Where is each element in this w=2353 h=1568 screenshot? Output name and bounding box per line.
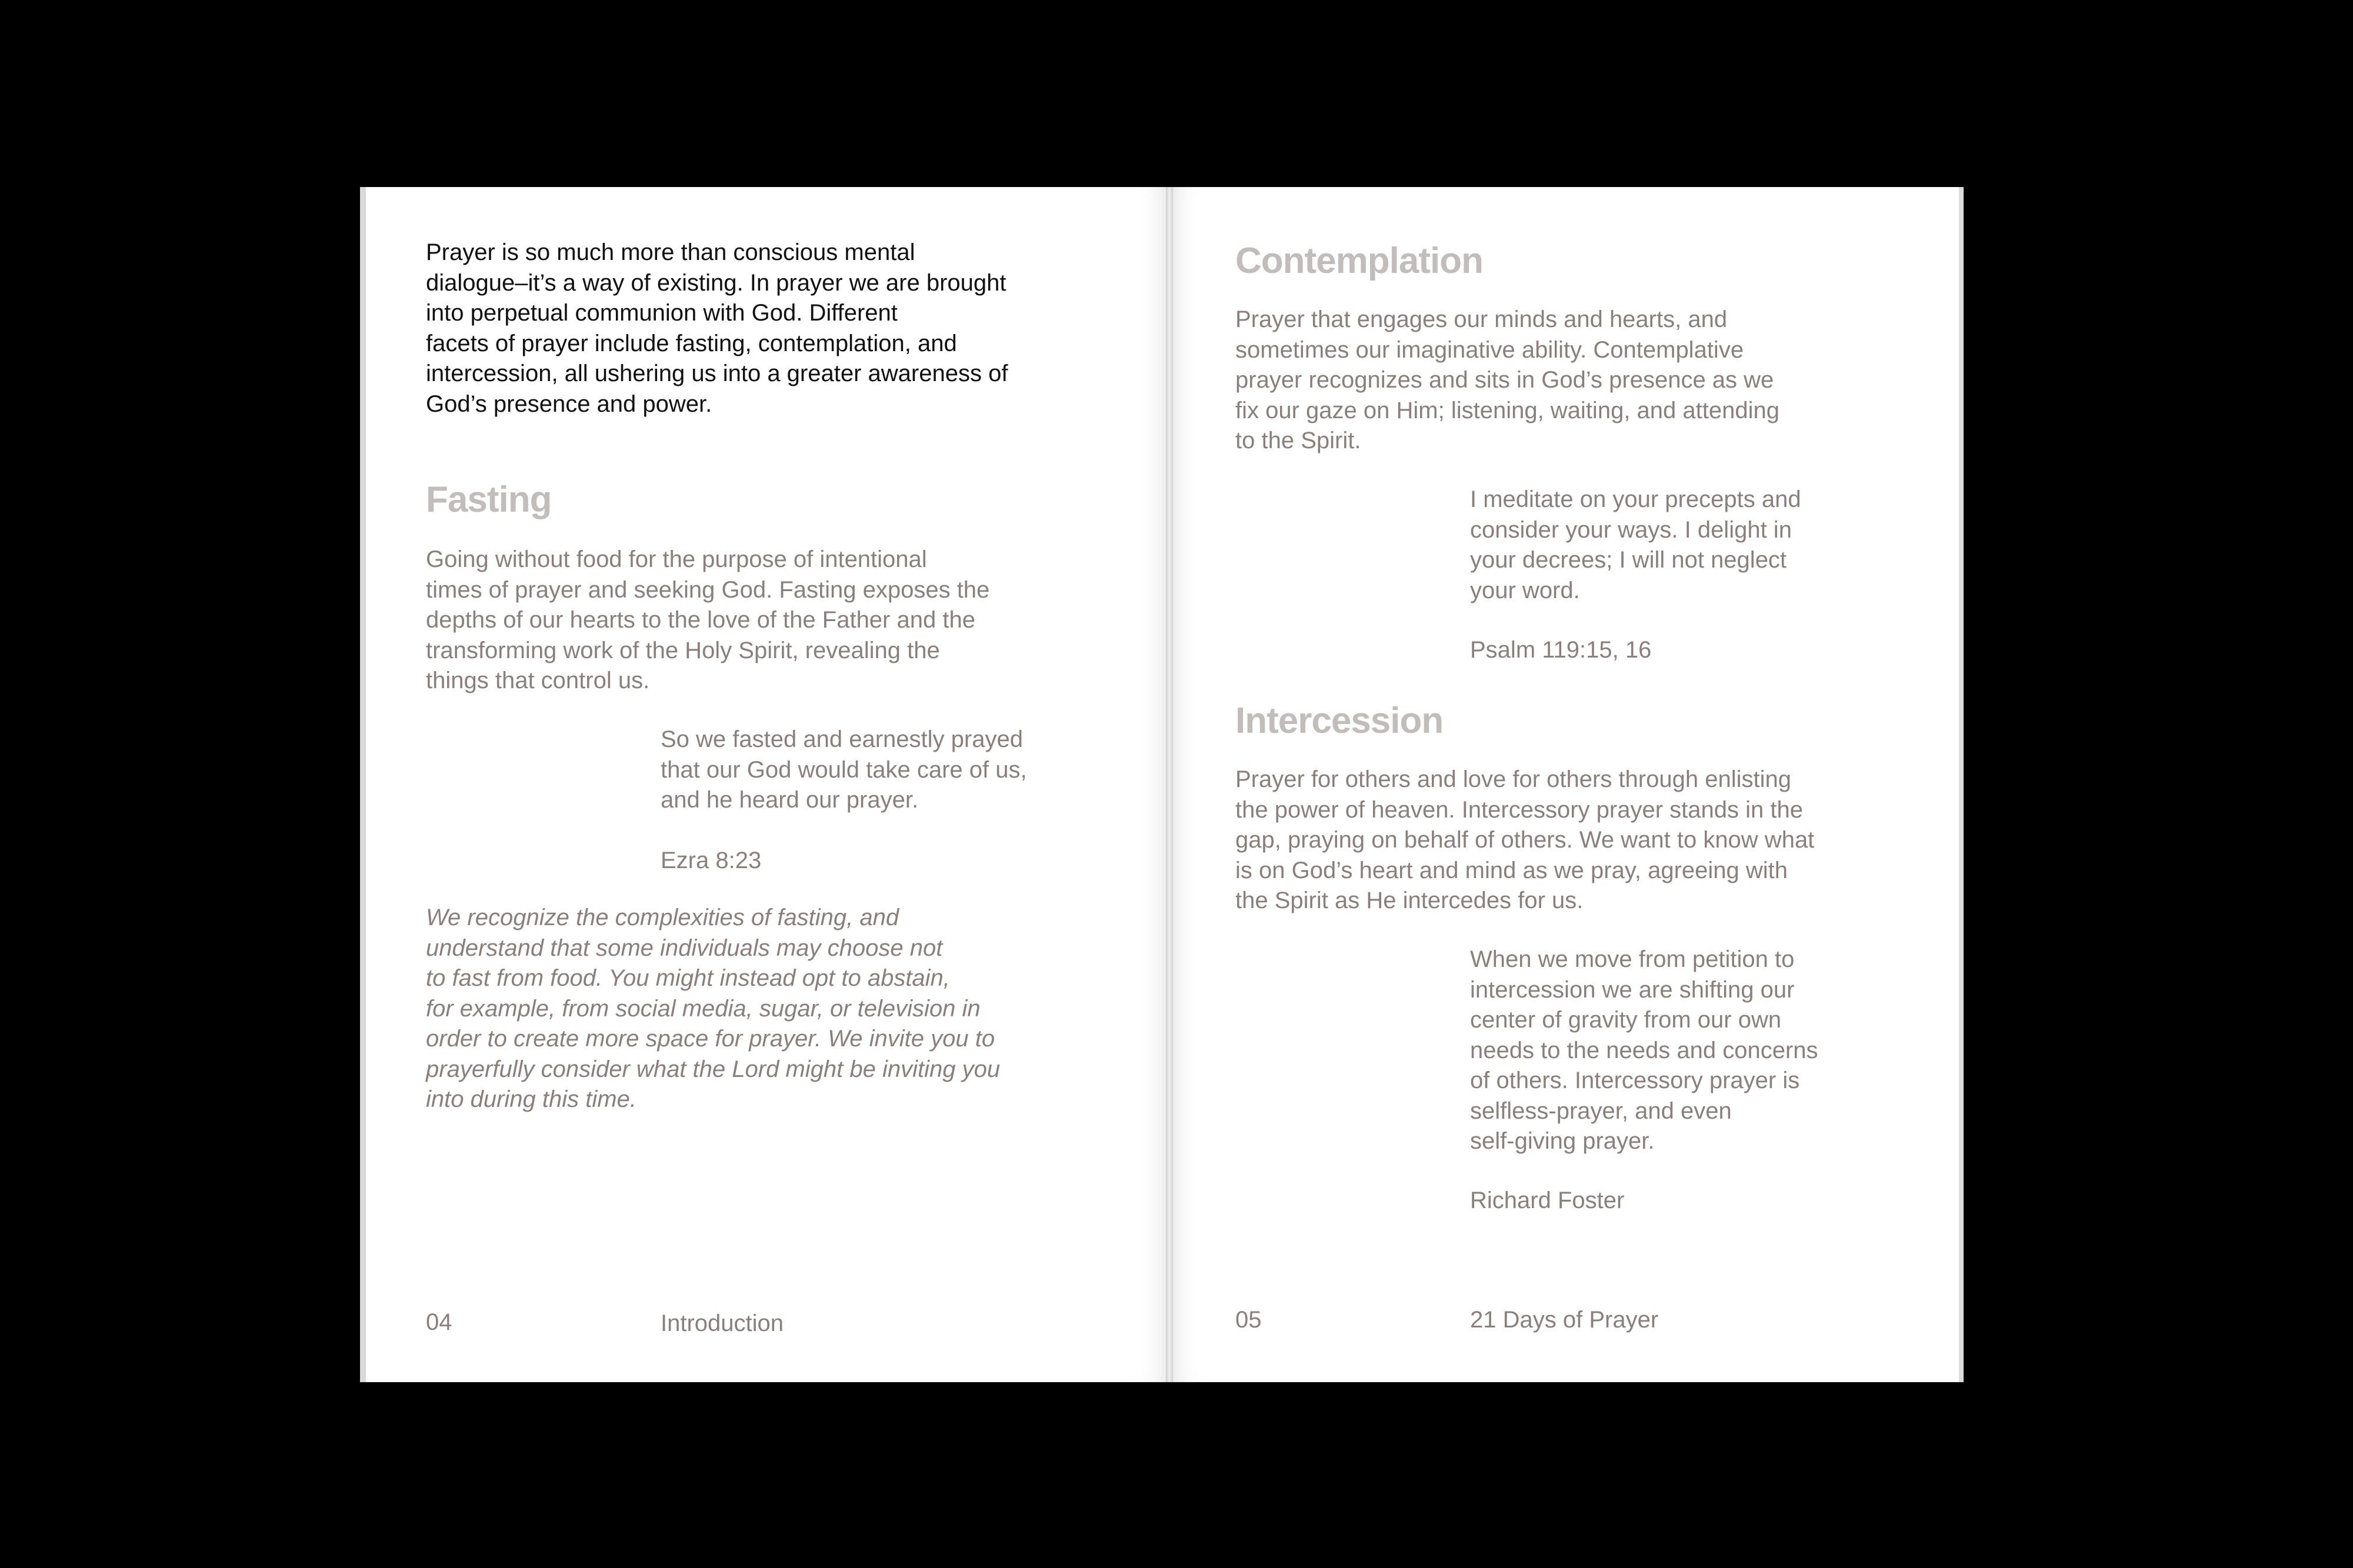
booklet-spread [360,187,1964,1382]
fasting-heading: Fasting [426,479,552,520]
intercession-body: Prayer for others and love for others through enlisting the power of heaven. Intercessory prayer stands in the gap, praying on behalf of others. We want to know what is on God’s heart and mind as we pray, agreeing with the Spirit as He intercedes for us. [1235,766,1815,913]
intercession-quote: When we move from petition to intercession we are shifting our center of gravity from our own needs to the needs and concerns of others. Intercessory prayer is selfless-prayer, and even self-giving prayer. [1470,946,1818,1154]
intro-paragraph: Prayer is so much more than conscious mental dialogue–it’s a way of existing. In prayer we are brought into perpetual communion with God. Different facets of prayer include fasting, contemplation, and intercession, all ushering us into a greater awareness of God’s presence and power. [426,239,1008,417]
left-section-label: Introduction [661,1310,784,1336]
fasting-scripture-quote: So we fasted and earnestly prayed that our God would take care of us, and he heard our prayer. [661,726,1027,813]
fasting-body: Going without food for the purpose of intentional times of prayer and seeking God. Fasting exposes the depths of our hearts to the love of the Father and the transforming work of the Holy Spirit, revealing the things that control us. [426,546,990,693]
intercession-heading: Intercession [1235,700,1444,741]
fasting-note: We recognize the complexities of fasting, and understand that some individuals may choose not to fast from food. You might instead opt to abstain, for example, from social media, sugar, or television in order to create more space for prayer. We invite you to prayerfully consider what the Lord might be inviting you into during this time. [426,905,1001,1112]
contemplation-scripture-quote: I meditate on your precepts and consider your ways. I delight in your decrees; I will not neglect your word. [1470,486,1801,603]
contemplation-heading: Contemplation [1235,241,1483,281]
contemplation-scripture-reference: Psalm 119:15, 16 [1470,637,1652,663]
contemplation-body: Prayer that engages our minds and hearts, and sometimes our imaginative ability. Contemplative prayer recognizes and sits in God’s presence as we fix our gaze on Him; listening, waiting, and attending to the Spirit. [1235,306,1779,453]
right-section-label: 21 Days of Prayer [1470,1307,1659,1333]
left-page-number: 04 [426,1309,452,1335]
right-page-number: 05 [1235,1307,1262,1333]
book-gutter [1166,187,1173,1382]
intercession-quote-author: Richard Foster [1470,1187,1625,1213]
fasting-scripture-reference: Ezra 8:23 [661,848,762,873]
